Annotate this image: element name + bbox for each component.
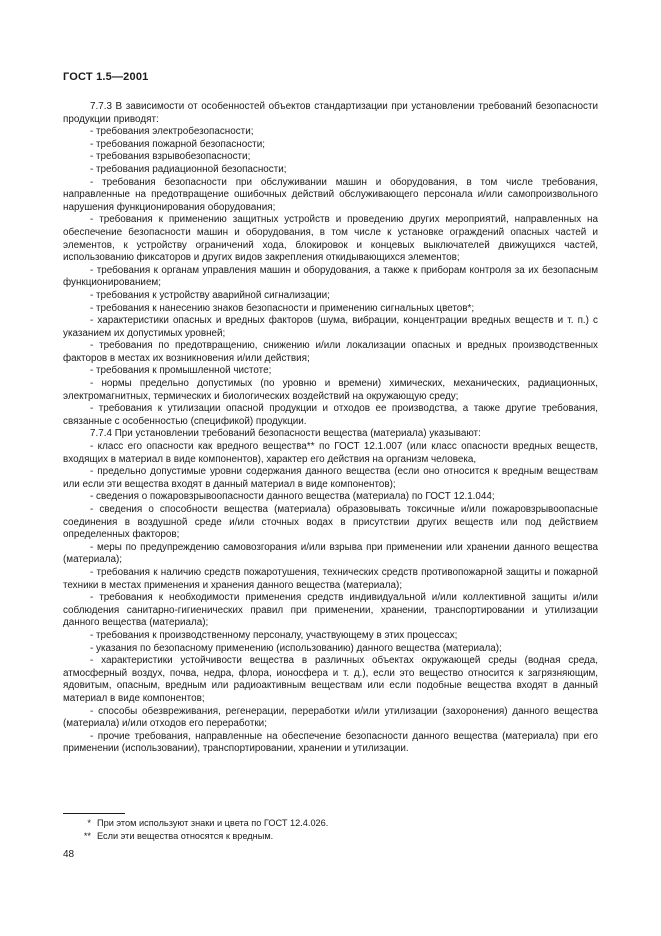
page-number: 48: [63, 849, 75, 860]
list-item: - требования к необходимости применения средств индивидуальной и/или коллективной защиты и/или соблюдения санитарно-гигиенических правил при применении, хранении, транспортировании и утилизации данного вещества (материала);: [63, 592, 598, 629]
list-item: - требования к утилизации опасной продукции и отходов ее производства, а также другие требования, связанные с особенностью (спецификой) продукции.: [63, 403, 598, 427]
footnote-text: При этом используют знаки и цвета по ГОСТ 12.4.026.: [97, 818, 329, 828]
list-item: - нормы предельно допустимых (по уровню и времени) химических, механических, радиационных, электромагнитных, термических и биологических воздействий на окружающую среду;: [63, 378, 598, 402]
list-item: - класс его опасности как вредного вещества** по ГОСТ 12.1.007 (или класс опасности вредных веществ, входящих в материал в виде компонентов), характер его действия на организм человека,: [63, 441, 598, 465]
list-item: - требования к нанесению знаков безопасности и применению сигнальных цветов*;: [90, 302, 475, 314]
document-header: ГОСТ 1.5—2001: [63, 71, 149, 83]
list-item: - требования радиационной безопасности;: [90, 163, 287, 175]
document-body: [63, 101, 598, 756]
paragraph: 7.7.3 В зависимости от особенностей объектов стандартизации при установлении требований безопасности продукции приводят:: [63, 101, 598, 125]
list-item: - требования к промышленной чистоте;: [90, 365, 272, 377]
list-item: - требования по предотвращению, снижению и/или локализации опасных и вредных производственных факторов в местах их возникновения и/или действия;: [63, 340, 598, 364]
list-item: - требования электробезопасности;: [90, 126, 254, 138]
list-item: - требования к применению защитных устройств и проведению других мероприятий, направленных на обеспечение безопасности машин и оборудования, в том числе к установке ограждений опасных частей и элементов, к устройству ограничений хода, блокировок и концевых выключателей движущихся частей, использованию фиксаторов и других видов закрепления откидывающихся элементов;: [63, 214, 598, 264]
list-item: - требования взрывобезопасности;: [90, 151, 251, 163]
list-item: - указания по безопасному применению (использованию) данного вещества (материала);: [90, 642, 502, 654]
list-item: - требования безопасности при обслуживании машин и оборудования, в том числе требования, направленные на предотвращение ошибочных действий обслуживающего персонала и/или самопроизвольного нарушения функционирования оборудования;: [63, 176, 598, 213]
footnote: [63, 817, 328, 830]
footnote-divider: [63, 813, 125, 814]
footnote: [63, 830, 328, 843]
list-item: - предельно допустимые уровни содержания данного вещества (если оно относится к вредным веществам или если эти вещества входят в данный материал в виде компонентов);: [63, 466, 598, 490]
list-item: - характеристики устойчивости вещества в различных объектах окружающей среды (водная среда, атмосферный воздух, почва, недра, флора, ионосфера и т. д.), если это вещество относится к загрязняющим, ядовитым, опасным, вредным или радиоактивным веществам или если подобные вещества входят в данный материал в виде компонентов;: [63, 655, 598, 704]
footnote-mark: **: [83, 831, 91, 841]
list-item: - сведения о способности вещества (материала) образовывать токсичные и/или пожаровзрывоопасные соединения в воздушной среде и/или сточных водах в присутствии других веществ или под действием определенных факторов;: [63, 504, 598, 541]
footnotes: [63, 817, 328, 843]
paragraph: 7.7.4 При установлении требований безопасности вещества (материала) указывают:: [90, 428, 481, 440]
list-item: - требования к производственному персоналу, участвующему в этих процессах;: [90, 629, 458, 641]
footnote-text: Если эти вещества относятся к вредным.: [97, 831, 274, 841]
list-item: - меры по предупреждению самовозгорания и/или взрыва при применении или хранении данного вещества (материала);: [63, 541, 598, 566]
list-item: - требования к органам управления машин и оборудования, а также к приборам контроля за их безопасным функционированием;: [63, 264, 598, 289]
list-item: - сведения о пожаровзрывоопасности данного вещества (материала) по ГОСТ 12.1.044;: [90, 491, 495, 503]
list-item: - способы обезвреживания, регенерации, переработки и/или утилизации (захоронения) данного вещества (материала) и/или отходов его переработки;: [63, 705, 598, 730]
list-item: - требования к наличию средств пожаротушения, технических средств противопожарной защиты и пожарной техники в местах применения и хранения данного вещества (материала);: [63, 566, 598, 591]
footnote-mark: *: [87, 818, 91, 828]
list-item: - прочие требования, направленные на обеспечение безопасности данного вещества (материала) при его применении (использовании), транспортировании, хранении и утилизации.: [63, 730, 598, 755]
list-item: - требования пожарной безопасности;: [90, 138, 265, 150]
list-item: - характеристики опасных и вредных факторов (шума, вибрации, концентрации вредных веществ и т. п.) с указанием их допустимых уровней;: [63, 315, 598, 339]
list-item: - требования к устройству аварийной сигнализации;: [90, 289, 330, 301]
